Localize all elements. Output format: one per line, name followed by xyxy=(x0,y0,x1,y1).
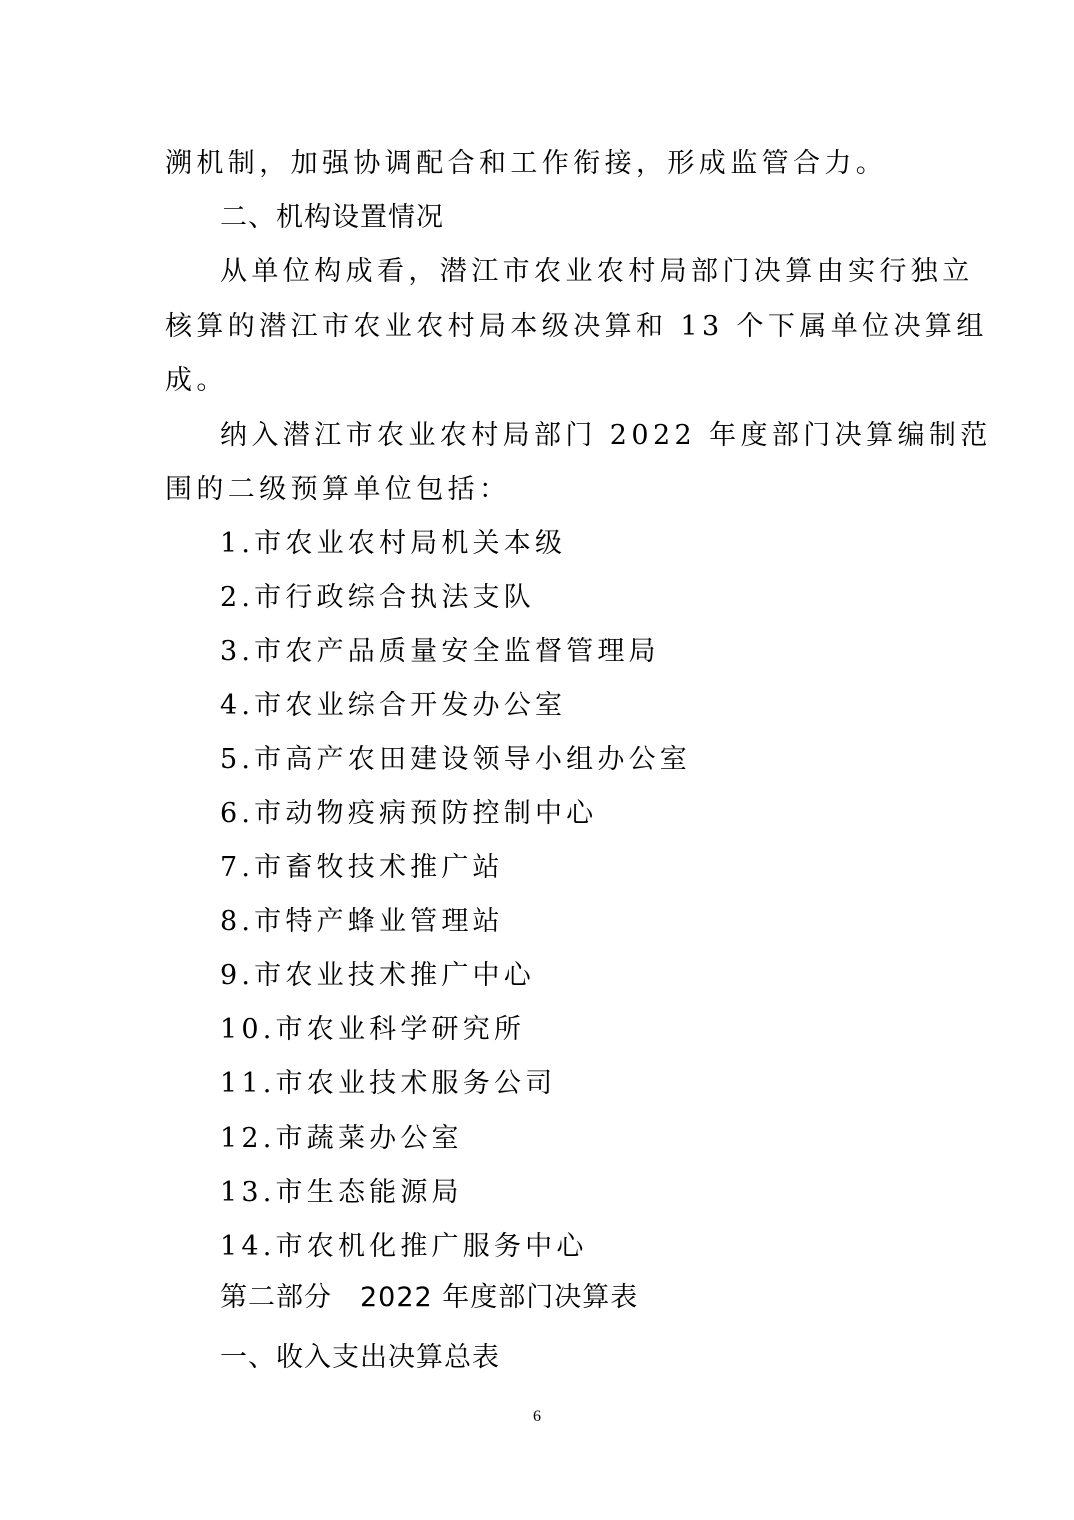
list-item: 6.市动物疫病预防控制中心 xyxy=(220,798,598,829)
part-heading: 第二部分 2022 年度部门决算表 xyxy=(220,1282,639,1313)
list-item: 11.市农业技术服务公司 xyxy=(220,1068,557,1099)
list-item: 1.市农业农村局机关本级 xyxy=(220,528,567,559)
list-item: 5.市高产农田建设领导小组办公室 xyxy=(220,744,691,775)
list-item: 2.市行政综合执法支队 xyxy=(220,582,535,613)
list-item: 14.市农机化推广服务中心 xyxy=(220,1231,588,1262)
paragraph-line: 纳入潜江市农业农村局部门 2022 年度部门决算编制范 xyxy=(220,420,992,451)
list-item: 8.市特产蜂业管理站 xyxy=(220,906,504,937)
list-item: 13.市生态能源局 xyxy=(220,1177,463,1208)
paragraph-line: 成。 xyxy=(165,365,228,396)
paragraph-line: 核算的潜江市农业农村局本级决算和 13 个下属单位决算组 xyxy=(165,311,988,342)
paragraph-line: 溯机制，加强协调配合和工作衔接，形成监管合力。 xyxy=(165,148,888,179)
list-item: 10.市农业科学研究所 xyxy=(220,1014,526,1045)
list-item: 9.市农业技术推广中心 xyxy=(220,960,535,991)
page-number: 6 xyxy=(533,1408,541,1425)
paragraph-line: 从单位构成看，潜江市农业农村局部门决算由实行独立 xyxy=(220,256,974,287)
list-item: 7.市畜牧技术推广站 xyxy=(220,852,504,883)
list-item: 3.市农产品质量安全监督管理局 xyxy=(220,636,660,667)
paragraph-line: 围的二级预算单位包括： xyxy=(165,474,511,505)
section-heading-org: 二、机构设置情况 xyxy=(220,202,444,233)
table-heading: 一、收入支出决算总表 xyxy=(220,1342,500,1373)
list-item: 12.市蔬菜办公室 xyxy=(220,1123,463,1154)
list-item: 4.市农业综合开发办公室 xyxy=(220,690,567,721)
